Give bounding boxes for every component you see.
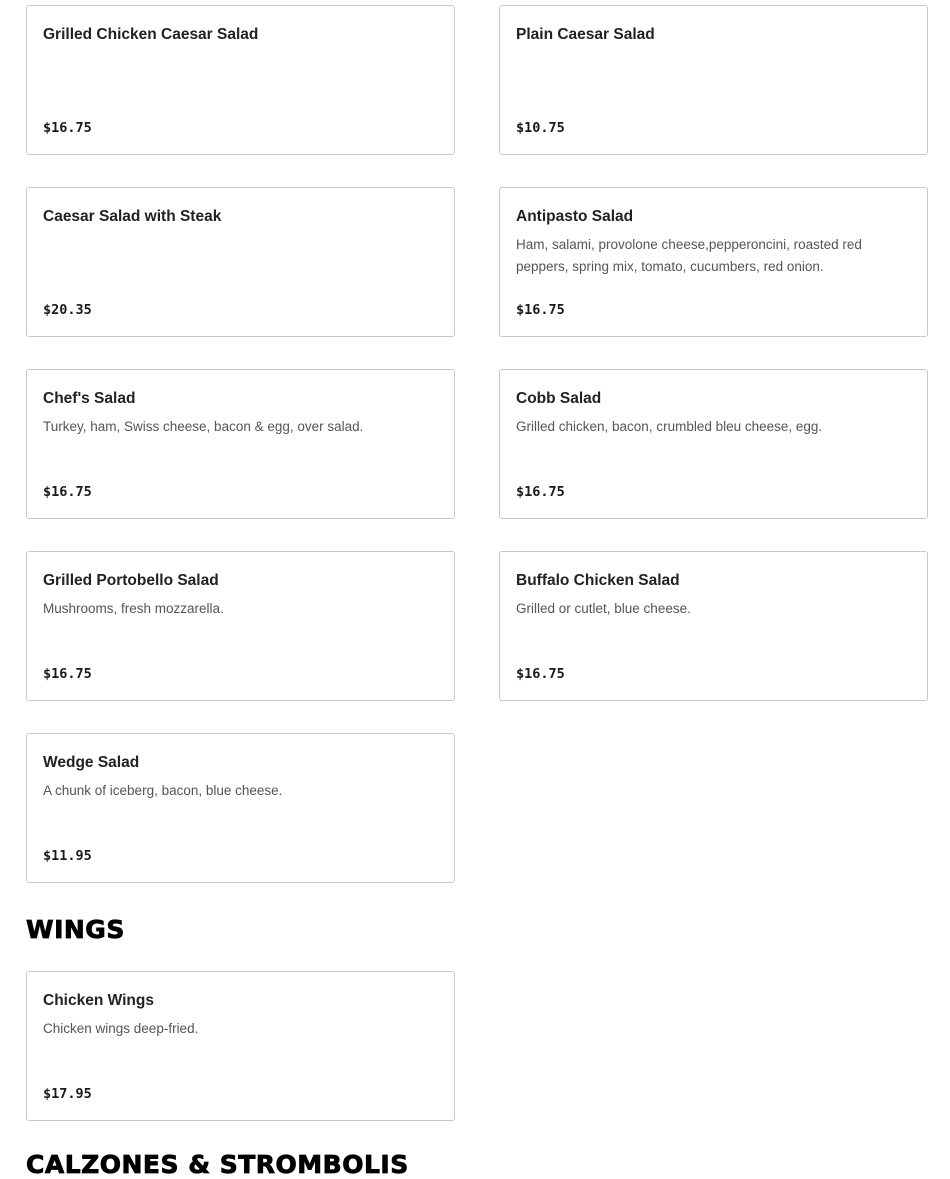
menu-item-card[interactable] bbox=[499, 5, 928, 155]
menu-item-card[interactable] bbox=[499, 187, 928, 337]
menu-item-name: Antipasto Salad bbox=[516, 208, 634, 225]
menu-item-description: Chicken wings deep-fried. bbox=[43, 1021, 199, 1036]
menu-item-card[interactable] bbox=[26, 733, 455, 883]
menu-item-name: Chef's Salad bbox=[43, 390, 136, 407]
menu-item-card[interactable] bbox=[26, 971, 455, 1121]
menu-item-price: $20.35 bbox=[43, 302, 92, 318]
menu-item-name: Grilled Portobello Salad bbox=[43, 572, 219, 589]
menu-item-price: $16.75 bbox=[516, 666, 565, 682]
menu-item-description: Grilled or cutlet, blue cheese. bbox=[516, 601, 691, 616]
menu-item-card[interactable] bbox=[26, 187, 455, 337]
menu-item-price: $10.75 bbox=[516, 120, 565, 136]
menu-item-name: Cobb Salad bbox=[516, 390, 602, 407]
menu-item-name: Caesar Salad with Steak bbox=[43, 208, 222, 225]
menu-item-card[interactable] bbox=[26, 369, 455, 519]
menu-item-description: Turkey, ham, Swiss cheese, bacon & egg, over salad. bbox=[43, 419, 364, 434]
menu-item-name: Chicken Wings bbox=[43, 992, 154, 1009]
menu-item-card[interactable] bbox=[26, 5, 455, 155]
menu-item-card[interactable] bbox=[499, 369, 928, 519]
menu-item-card[interactable] bbox=[26, 551, 455, 701]
menu-item-price: $16.75 bbox=[516, 302, 565, 318]
menu-item-name: Wedge Salad bbox=[43, 754, 140, 771]
section-heading-wings: WINGS bbox=[26, 915, 125, 944]
menu-item-price: $16.75 bbox=[43, 666, 92, 682]
menu-item-name: Grilled Chicken Caesar Salad bbox=[43, 26, 259, 43]
menu-item-price: $16.75 bbox=[43, 120, 92, 136]
menu-item-price: $16.75 bbox=[43, 484, 92, 500]
menu-item-price: $17.95 bbox=[43, 1086, 92, 1102]
salad-menu-grid bbox=[26, 5, 928, 883]
menu-item-card[interactable] bbox=[499, 551, 928, 701]
section-heading-calzones: CALZONES & STROMBOLIS bbox=[26, 1150, 409, 1179]
menu-item-name: Buffalo Chicken Salad bbox=[516, 572, 680, 589]
menu-item-price: $16.75 bbox=[516, 484, 565, 500]
menu-item-description: A chunk of iceberg, bacon, blue cheese. bbox=[43, 783, 283, 798]
menu-item-description: Ham, salami, provolone cheese,pepperoncini, roasted red peppers, spring mix, tomato, cucumbers, red onion. bbox=[516, 237, 862, 274]
menu-item-description: Grilled chicken, bacon, crumbled bleu cheese, egg. bbox=[516, 419, 823, 434]
menu-item-name: Plain Caesar Salad bbox=[516, 26, 655, 43]
menu-item-price: $11.95 bbox=[43, 848, 92, 864]
wings-menu-grid bbox=[26, 971, 928, 1121]
menu-item-description: Mushrooms, fresh mozzarella. bbox=[43, 601, 224, 616]
